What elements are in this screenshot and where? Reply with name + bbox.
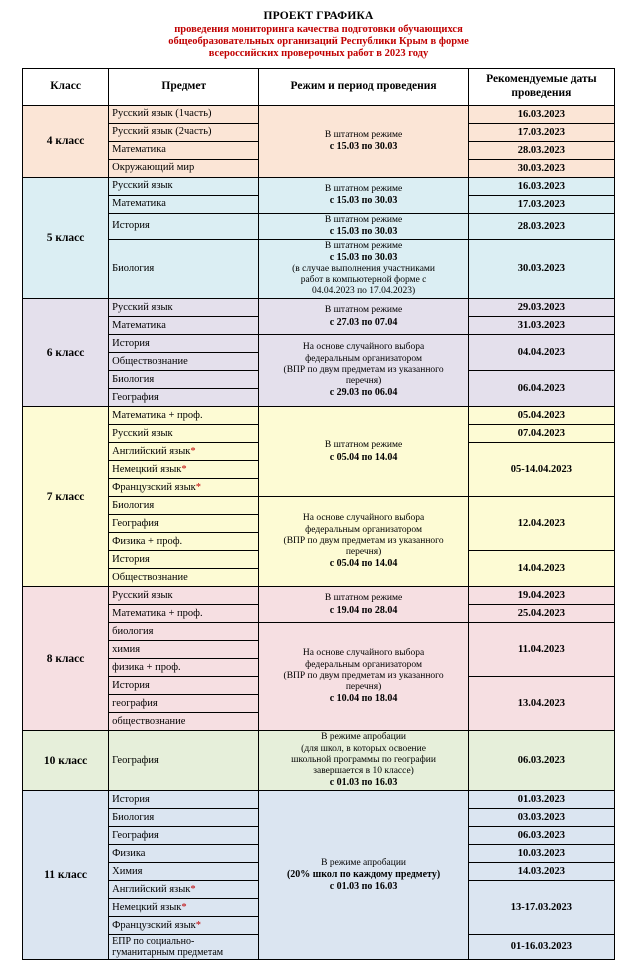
recommended-date-cell: 10.03.2023 xyxy=(468,844,614,862)
mode-period-line: (ВПР по двум предметам из указанного xyxy=(283,670,444,681)
document-title xyxy=(22,10,615,61)
subject-cell: Математика xyxy=(109,141,259,159)
mode-period-strong: с 15.03 по 30.03 xyxy=(329,251,398,263)
grade-label: 11 класс xyxy=(23,790,109,959)
mode-period-line: В штатном режиме xyxy=(324,214,403,225)
mode-period-line: работ в компьютерной форме с xyxy=(300,274,427,285)
subject-cell: Математика + проф. xyxy=(109,605,259,623)
mode-period-cell xyxy=(259,407,468,497)
subject-cell: Химия xyxy=(109,862,259,880)
subject-cell: Физика xyxy=(109,844,259,862)
mode-period-line: перечня) xyxy=(345,547,382,558)
recommended-date-cell: 16.03.2023 xyxy=(468,105,614,123)
subject-cell: обществознание xyxy=(109,713,259,731)
recommended-date-cell: 30.03.2023 xyxy=(468,159,614,177)
subject-cell: География xyxy=(109,731,259,791)
mode-period-line: В режиме апробации xyxy=(321,732,407,743)
recommended-date-cell: 05.04.2023 xyxy=(468,407,614,425)
recommended-date-cell: 12.04.2023 xyxy=(468,497,614,551)
recommended-date-cell: 30.03.2023 xyxy=(468,239,614,299)
subject-cell: Английский язык* xyxy=(109,880,259,898)
table-row xyxy=(23,497,615,515)
mode-period-cell xyxy=(259,587,468,623)
mode-period-strong: с 10.04 по 18.04 xyxy=(329,693,398,705)
mode-period-line: В штатном режиме xyxy=(324,593,403,604)
mode-period-line: федеральным организатором xyxy=(305,353,422,364)
table-row xyxy=(23,407,615,425)
mode-period-line: В штатном режиме xyxy=(324,183,403,194)
table-row xyxy=(23,299,615,317)
mode-period-cell xyxy=(259,299,468,335)
subject-cell: Русский язык xyxy=(109,177,259,195)
subject-cell: География xyxy=(109,826,259,844)
recommended-date-cell: 01-16.03.2023 xyxy=(468,934,614,959)
column-header-dates: Рекомендуемые даты проведения xyxy=(468,68,614,105)
subject-cell: Русский язык (1часть) xyxy=(109,105,259,123)
table-row xyxy=(23,335,615,353)
mode-period-line: В штатном режиме xyxy=(324,129,403,140)
subject-cell: Биология xyxy=(109,239,259,299)
subject-cell: Русский язык (2часть) xyxy=(109,123,259,141)
subject-cell: география xyxy=(109,695,259,713)
mode-period-cell xyxy=(259,790,468,959)
mode-period-line: На основе случайного выбора xyxy=(302,342,425,353)
subject-cell: ЕПР по социально-гуманитарным предметам xyxy=(109,934,259,959)
mode-period-strong: с 15.03 по 30.03 xyxy=(329,225,398,237)
mode-period-strong: (20% школ по каждому предмету) xyxy=(286,868,441,880)
mode-period-line: федеральным организатором xyxy=(305,524,422,535)
recommended-date-cell: 06.04.2023 xyxy=(468,371,614,407)
subject-cell: Немецкий язык* xyxy=(109,461,259,479)
subject-cell: Французский язык* xyxy=(109,916,259,934)
grade-label: 4 класс xyxy=(23,105,109,177)
mode-period-cell xyxy=(259,497,468,587)
subject-cell: История xyxy=(109,335,259,353)
recommended-date-cell: 07.04.2023 xyxy=(468,425,614,443)
mode-period-strong: с 01.03 по 16.03 xyxy=(329,777,398,789)
grade-label: 7 класс xyxy=(23,407,109,587)
mode-period-line: перечня) xyxy=(345,376,382,387)
table-header-row xyxy=(23,68,615,105)
subject-cell: Биология xyxy=(109,808,259,826)
asterisk-marker: * xyxy=(181,901,187,913)
subject-cell: Математика + проф. xyxy=(109,407,259,425)
recommended-date-cell: 01.03.2023 xyxy=(468,790,614,808)
grade-label: 8 класс xyxy=(23,587,109,731)
recommended-date-cell: 29.03.2023 xyxy=(468,299,614,317)
table-row xyxy=(23,731,615,791)
table-row xyxy=(23,623,615,641)
table-row xyxy=(23,790,615,808)
subject-cell: химия xyxy=(109,641,259,659)
subject-cell: История xyxy=(109,213,259,239)
subject-cell: История xyxy=(109,790,259,808)
recommended-date-cell: 31.03.2023 xyxy=(468,317,614,335)
mode-period-line: В режиме апробации xyxy=(321,857,407,868)
mode-period-line: школьной программы по географии xyxy=(291,754,436,765)
mode-period-line: На основе случайного выбора xyxy=(302,513,425,524)
mode-period-cell xyxy=(259,335,468,407)
mode-period-strong: с 05.04 по 14.04 xyxy=(329,451,398,463)
recommended-date-cell: 13.04.2023 xyxy=(468,677,614,731)
mode-period-cell xyxy=(259,239,468,299)
asterisk-marker: * xyxy=(195,482,201,494)
column-header-mode: Режим и период проведения xyxy=(259,68,468,105)
subject-cell: Французский язык* xyxy=(109,479,259,497)
recommended-date-cell: 06.03.2023 xyxy=(468,826,614,844)
subject-cell: Английский язык* xyxy=(109,443,259,461)
mode-period-strong: с 29.03 по 06.04 xyxy=(329,387,398,399)
table-row xyxy=(23,587,615,605)
table-body xyxy=(23,105,615,959)
asterisk-marker: * xyxy=(190,883,196,895)
grade-label: 6 класс xyxy=(23,299,109,407)
mode-period-strong: с 15.03 по 30.03 xyxy=(329,140,398,152)
subject-cell: физика + проф. xyxy=(109,659,259,677)
mode-period-line: (в случае выполнения участниками xyxy=(292,263,436,274)
column-header-class: Класс xyxy=(23,68,109,105)
table-row xyxy=(23,239,615,299)
mode-period-cell xyxy=(259,213,468,239)
recommended-date-cell: 11.04.2023 xyxy=(468,623,614,677)
recommended-date-cell: 14.04.2023 xyxy=(468,551,614,587)
subject-cell: География xyxy=(109,389,259,407)
subject-cell: География xyxy=(109,515,259,533)
mode-period-line: перечня) xyxy=(345,682,382,693)
recommended-date-cell: 06.03.2023 xyxy=(468,731,614,791)
mode-period-strong: с 01.03 по 16.03 xyxy=(329,880,398,892)
mode-period-line: В штатном режиме xyxy=(324,305,403,316)
subject-cell: Физика + проф. xyxy=(109,533,259,551)
asterisk-marker: * xyxy=(195,919,201,931)
title-line-1: ПРОЕКТ ГРАФИКА xyxy=(263,10,374,22)
recommended-date-cell: 17.03.2023 xyxy=(468,123,614,141)
column-header-subject: Предмет xyxy=(109,68,259,105)
recommended-date-cell: 04.04.2023 xyxy=(468,335,614,371)
recommended-date-cell: 19.04.2023 xyxy=(468,587,614,605)
table-row xyxy=(23,105,615,123)
mode-period-strong: с 05.04 по 14.04 xyxy=(329,558,398,570)
subject-cell: Обществознание xyxy=(109,569,259,587)
recommended-date-cell: 13-17.03.2023 xyxy=(468,880,614,934)
recommended-date-cell: 05-14.04.2023 xyxy=(468,443,614,497)
table-header xyxy=(23,68,615,105)
title-line-4: всероссийских проверочных работ в 2023 году xyxy=(208,48,429,60)
subject-cell: История xyxy=(109,677,259,695)
mode-period-cell xyxy=(259,105,468,177)
mode-period-line: завершается в 10 классе) xyxy=(313,765,414,776)
grade-label: 10 класс xyxy=(23,731,109,791)
recommended-date-cell: 28.03.2023 xyxy=(468,213,614,239)
subject-cell: Русский язык xyxy=(109,425,259,443)
table-row xyxy=(23,177,615,195)
subject-cell: История xyxy=(109,551,259,569)
mode-period-line: На основе случайного выбора xyxy=(302,648,425,659)
recommended-date-cell: 14.03.2023 xyxy=(468,862,614,880)
subject-cell: Окружающий мир xyxy=(109,159,259,177)
mode-period-cell xyxy=(259,177,468,213)
mode-period-line: В штатном режиме xyxy=(324,440,403,451)
mode-period-strong: с 19.04 по 28.04 xyxy=(329,604,398,616)
title-line-2: проведения мониторинга качества подготовки обучающихся xyxy=(174,23,463,35)
title-line-3: общеобразовательных организаций Республики Крым в форме xyxy=(168,35,469,47)
subject-cell: Обществознание xyxy=(109,353,259,371)
mode-period-line: 04.04.2023 по 17.04.2023) xyxy=(311,286,416,297)
recommended-date-cell: 28.03.2023 xyxy=(468,141,614,159)
recommended-date-cell: 03.03.2023 xyxy=(468,808,614,826)
subject-cell: Русский язык xyxy=(109,587,259,605)
subject-cell: Русский язык xyxy=(109,299,259,317)
subject-cell: Математика xyxy=(109,195,259,213)
mode-period-cell xyxy=(259,731,468,791)
schedule-table xyxy=(22,68,615,960)
subject-cell: Математика xyxy=(109,317,259,335)
recommended-date-cell: 25.04.2023 xyxy=(468,605,614,623)
mode-period-strong: с 27.03 по 07.04 xyxy=(329,316,398,328)
recommended-date-cell: 16.03.2023 xyxy=(468,177,614,195)
mode-period-line: (ВПР по двум предметам из указанного xyxy=(283,535,444,546)
mode-period-cell xyxy=(259,623,468,731)
table-row xyxy=(23,213,615,239)
mode-period-line: (ВПР по двум предметам из указанного xyxy=(283,364,444,375)
recommended-date-cell: 17.03.2023 xyxy=(468,195,614,213)
grade-label: 5 класс xyxy=(23,177,109,299)
mode-period-line: (для школ, в которых освоение xyxy=(301,743,426,754)
asterisk-marker: * xyxy=(190,446,196,458)
subject-cell: биология xyxy=(109,623,259,641)
subject-cell: Немецкий язык* xyxy=(109,898,259,916)
mode-period-line: В штатном режиме xyxy=(324,240,403,251)
subject-cell: Биология xyxy=(109,371,259,389)
subject-cell: Биология xyxy=(109,497,259,515)
asterisk-marker: * xyxy=(181,464,187,476)
mode-period-line: федеральным организатором xyxy=(305,659,422,670)
mode-period-strong: с 15.03 по 30.03 xyxy=(329,194,398,206)
